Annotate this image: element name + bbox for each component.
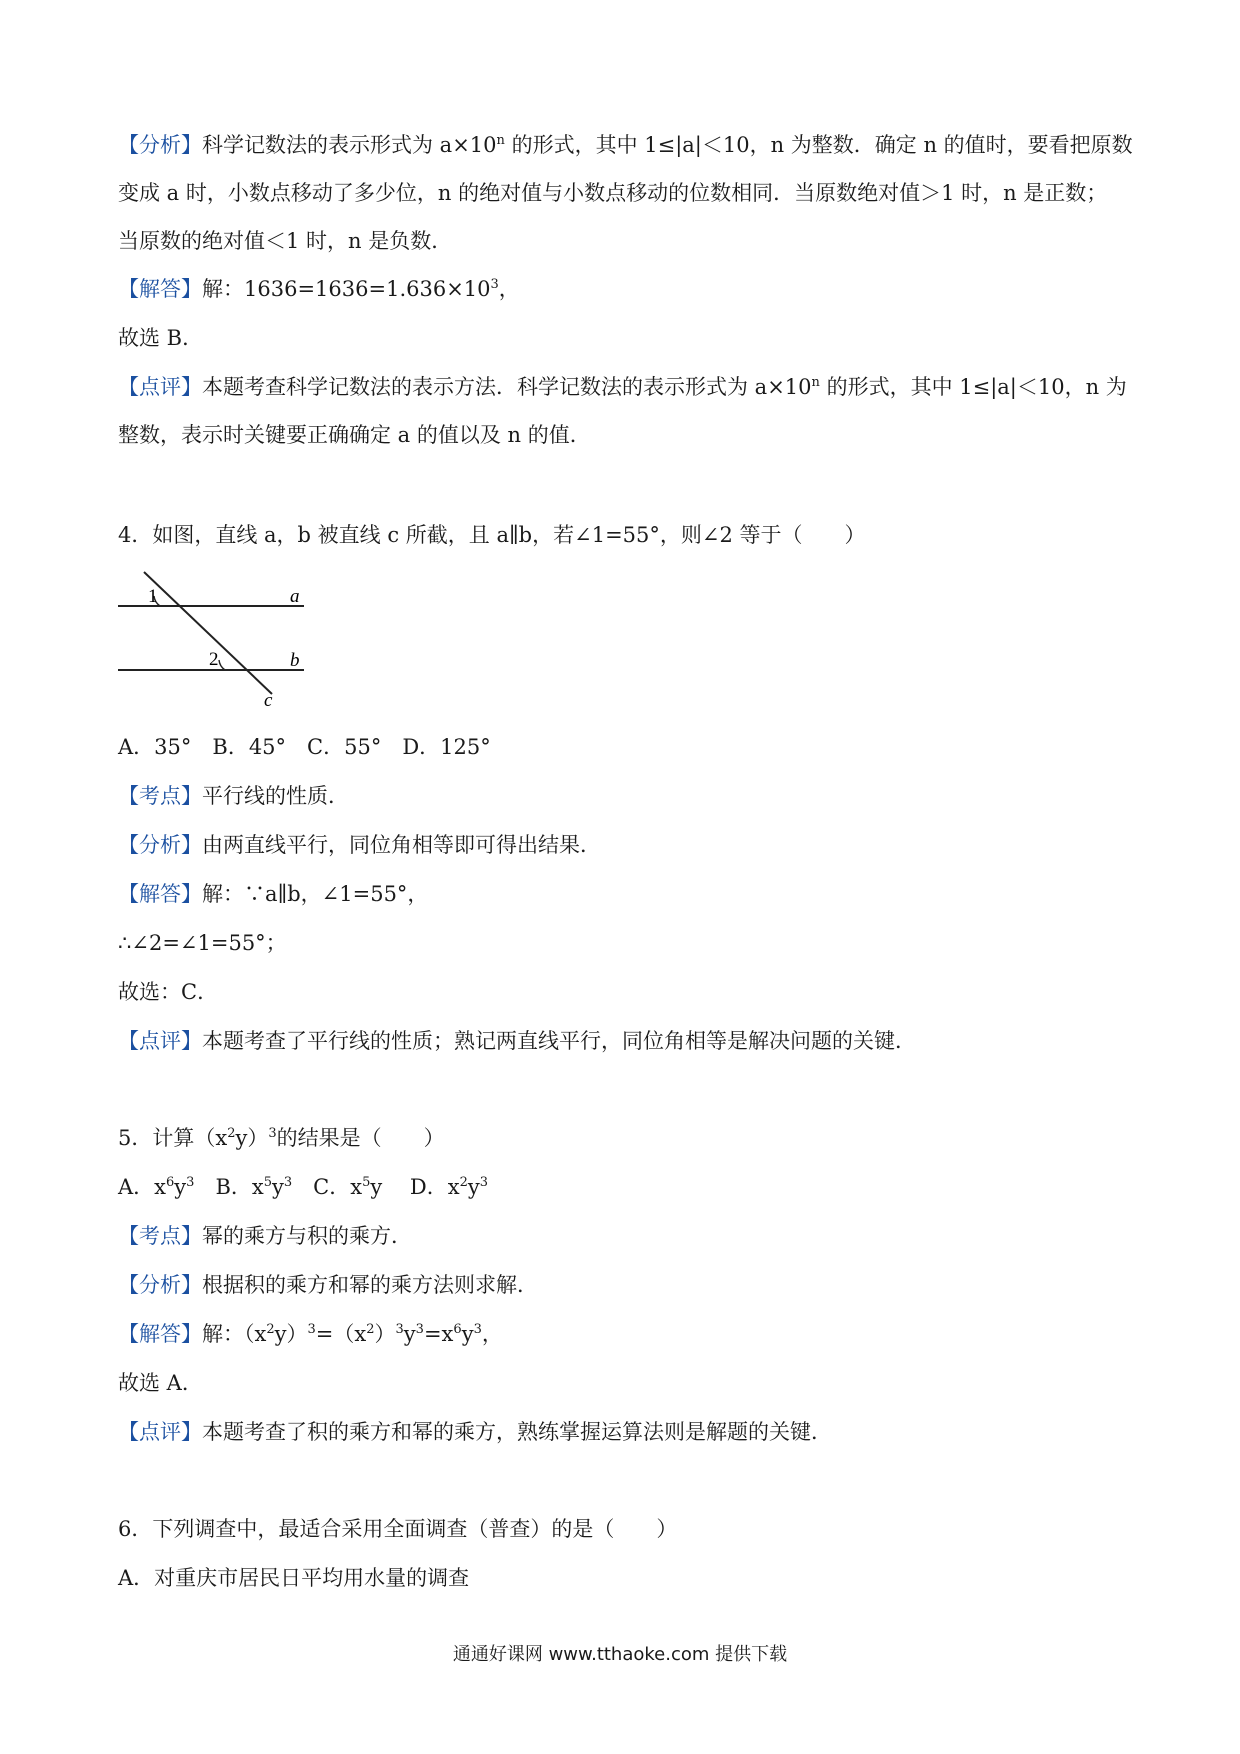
q4-choice: 故选：C． [118, 980, 219, 1004]
kaodian-tag: 【考点】 [118, 784, 202, 808]
q5-question: 5．计算$(x^2y)^3$的结果是（ ） [118, 1126, 445, 1150]
analysis-tag: 【分析】 [118, 833, 202, 857]
angle-1-label: 1 [148, 586, 158, 607]
line-c-label: c [264, 690, 273, 708]
answer-tag: 【解答】 [118, 1322, 202, 1346]
q4-comment: 【点评】本题考查了平行线的性质；熟记两直线平行，同位角相等是解决问题的关键． [118, 1029, 916, 1053]
line-c [144, 572, 272, 694]
q4-kaodian: 【考点】平行线的性质． [118, 784, 349, 808]
analysis-tag: 【分析】 [118, 133, 202, 157]
q6-question: 6．下列调查中，最适合采用全面调查（普查）的是（ ） [118, 1517, 678, 1541]
q4-answer-2: ∴∠2=∠1=55°； [118, 931, 287, 955]
q3-analysis-line-1: 【分析】科学记数法的表示形式为 $a\times 10^n$ 的形式，其中 1≤|a|＜10，n 为整数．确定 n 的值时，要看把原数 [118, 133, 1133, 157]
q4-answer: 【解答】解：∵a∥b，∠1=55°， [118, 882, 429, 906]
kaodian-tag: 【考点】 [118, 1224, 202, 1248]
line-b-label: b [290, 650, 300, 671]
q5-options: A．$x^6y^3$ B．$x^5y^3$ C．$x^5y$ D．$x^2y^3$ [118, 1175, 489, 1199]
q3-analysis-line-3: 当原数的绝对值＜1 时，n 是负数． [118, 229, 453, 253]
page-footer: 通通好课网 www.tthaoke.com 提供下载 [452, 1644, 788, 1665]
analysis-tag: 【分析】 [118, 1273, 202, 1297]
angle-2-arc [219, 660, 225, 670]
q5-kaodian: 【考点】幂的乘方与积的乘方． [118, 1224, 412, 1248]
q4-options: A．35° B．45° C．55° D．125° [118, 735, 491, 759]
q3-choice: 故选 B． [118, 326, 204, 350]
line-a-label: a [290, 586, 300, 607]
q5-answer: 【解答】解：$(x^2y)^3=(x^2)^3y^3=x^6y^3$， [118, 1322, 503, 1346]
q3-comment-line-1: 【点评】本题考查科学记数法的表示方法．科学记数法的表示形式为 $a\times 10^n$ 的形式，其中 1≤|a|＜10，n 为 [118, 375, 1127, 399]
comment-tag: 【点评】 [118, 375, 202, 399]
q5-comment: 【点评】本题考查了积的乘方和幂的乘方，熟练掌握运算法则是解题的关键． [118, 1420, 832, 1444]
answer-tag: 【解答】 [118, 882, 202, 906]
q6-option-a: A．对重庆市居民日平均用水量的调查 [118, 1566, 470, 1590]
angle-2-label: 2 [209, 649, 219, 670]
q3-analysis-line-2: 变成 a 时，小数点移动了多少位，n 的绝对值与小数点移动的位数相同．当原数绝对值＞1 时，n 是正数； [118, 181, 1108, 205]
q4-question: 4．如图，直线 a，b 被直线 c 所截，且 a∥b，若∠1=55°，则∠2 等于（ ） [118, 523, 866, 547]
q3-answer: 【解答】解：$1636=1636=1.636\times 10^3$， [118, 277, 520, 301]
q4-analysis: 【分析】由两直线平行，同位角相等即可得出结果． [118, 833, 601, 857]
parallel-lines-figure [112, 570, 312, 708]
comment-tag: 【点评】 [118, 1420, 202, 1444]
comment-tag: 【点评】 [118, 1029, 202, 1053]
answer-tag: 【解答】 [118, 277, 202, 301]
q5-analysis: 【分析】根据积的乘方和幂的乘方法则求解． [118, 1273, 538, 1297]
q3-comment-line-2: 整数，表示时关键要正确确定 a 的值以及 n 的值． [118, 423, 591, 447]
q5-choice: 故选 A． [118, 1371, 203, 1395]
